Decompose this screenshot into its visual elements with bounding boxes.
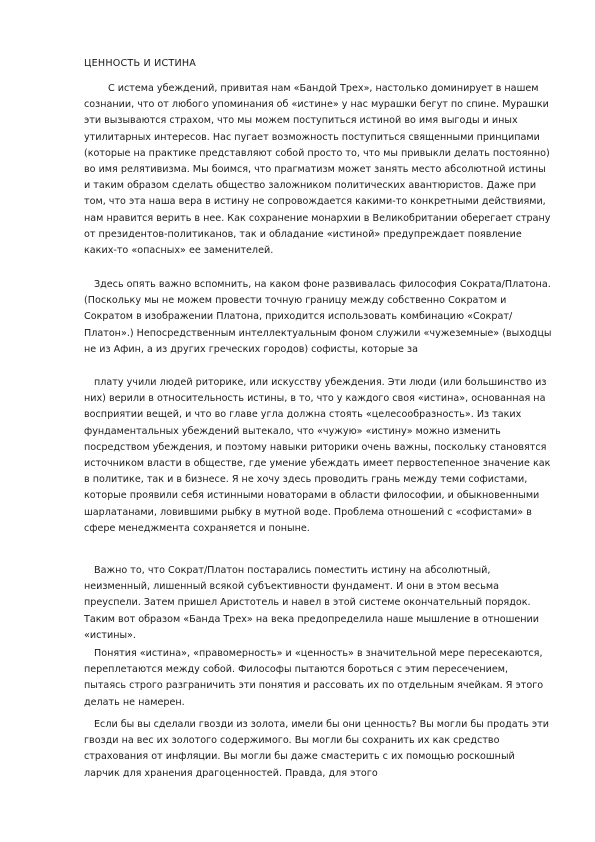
paragraph-6: Если бы вы сделали гвозди из золота, имели бы они ценность? Вы могли бы продать эти гвозди на вес их золотого содержимого. Вы могли бы сохранить их как средство страхования от инфляции. Вы могли бы даже смастерить с их помощью роскошный ларчик для хранения драгоценностей. Правда, для этого xyxy=(84,719,550,779)
document-title: ЦЕННОСТЬ И ИСТИНА xyxy=(84,58,196,69)
paragraph-4: Важно то, что Сократ/Платон постарались поместить истину на абсолютный, неизменный, лишенный всякой субъективности фундамент. И они в этом весьма преуспели. Затем пришел Аристотель и навел в этой системе окончательный порядок. Таким вот образом «Банда Трех» на века предопределила наше мышление в отношении «истины». xyxy=(84,565,540,641)
paragraph-2: Здесь опять важно вспомнить, на каком фоне развивалась философия Сократа/Платона. (Поскольку мы не можем провести точную границу между собственно Сократом и Сократом в изображении Платона, приходится использовать комбинацию «Сократ/ Платон».) Непосредственным интеллектуальным фоном служили «чужеземные» (выходцы не из Афин, а из других греческих городов) софисты, которые за xyxy=(84,279,552,355)
paragraph-1: С истема убеждений, привитая нам «Бандой Трех», настолько доминирует в нашем сознании, что от любого упоминания об «истине» у нас мурашки бегут по спине. Мурашки эти вызываются страхом, что мы можем поступиться истиной во имя выгоды и иных утилитарных интересов. Нас пугает возможность поступиться священными принципами (которые на практике представляют собой просто то, что мы привыкли делать постоянно) во имя релятивизма. Мы боимся, что прагматизм может занять место абсолютной истины и таким образом сделать общество заложником политических авантюристов. Даже при том, что эта наша вера в истину не сопровождается какими-то конкретными действиями, нам нравится верить в нее. Как сохранение монархии в Великобритании оберегает страну от президентов-политиканов, так и обладание «истиной» предупреждает появление каких-то «опасных» ее заменителей. xyxy=(84,83,551,257)
paragraph-5: Понятия «истина», «правомерность» и «ценность» в значительной мере пересекаются, переплетаются между собой. Философы пытаются бороться с этим пересечением, пытаясь строго разграничить эти понятия и рассовать их по отдельным ячейкам. Я этого делать не намерен. xyxy=(84,648,544,708)
paragraph-3: плату учили людей риторике, или искусству убеждения. Эти люди (или большинство из них) верили в относительность истины, в то, что у каждого своя «истина», основанная на восприятии вещей, и что во главе угла должна стоять «целесообразность». Из таких фундаментальных убеждений вытекало, что «чужую» «истину» можно изменить посредством убеждения, и поэтому навыки риторики очень важны, поскольку становятся источником власти в обществе, где умение убеждать имеет первостепенное значение как в политике, так и в бизнесе. Я не хочу здесь проводить грань между теми софистами, которые проявили себя истинными новаторами в области философии, и обыкновенными шарлатанами, ловившими рыбку в мутной воде. Проблема отношений с «софистами» в сфере менеджмента сохраняется и поныне. xyxy=(84,377,551,534)
